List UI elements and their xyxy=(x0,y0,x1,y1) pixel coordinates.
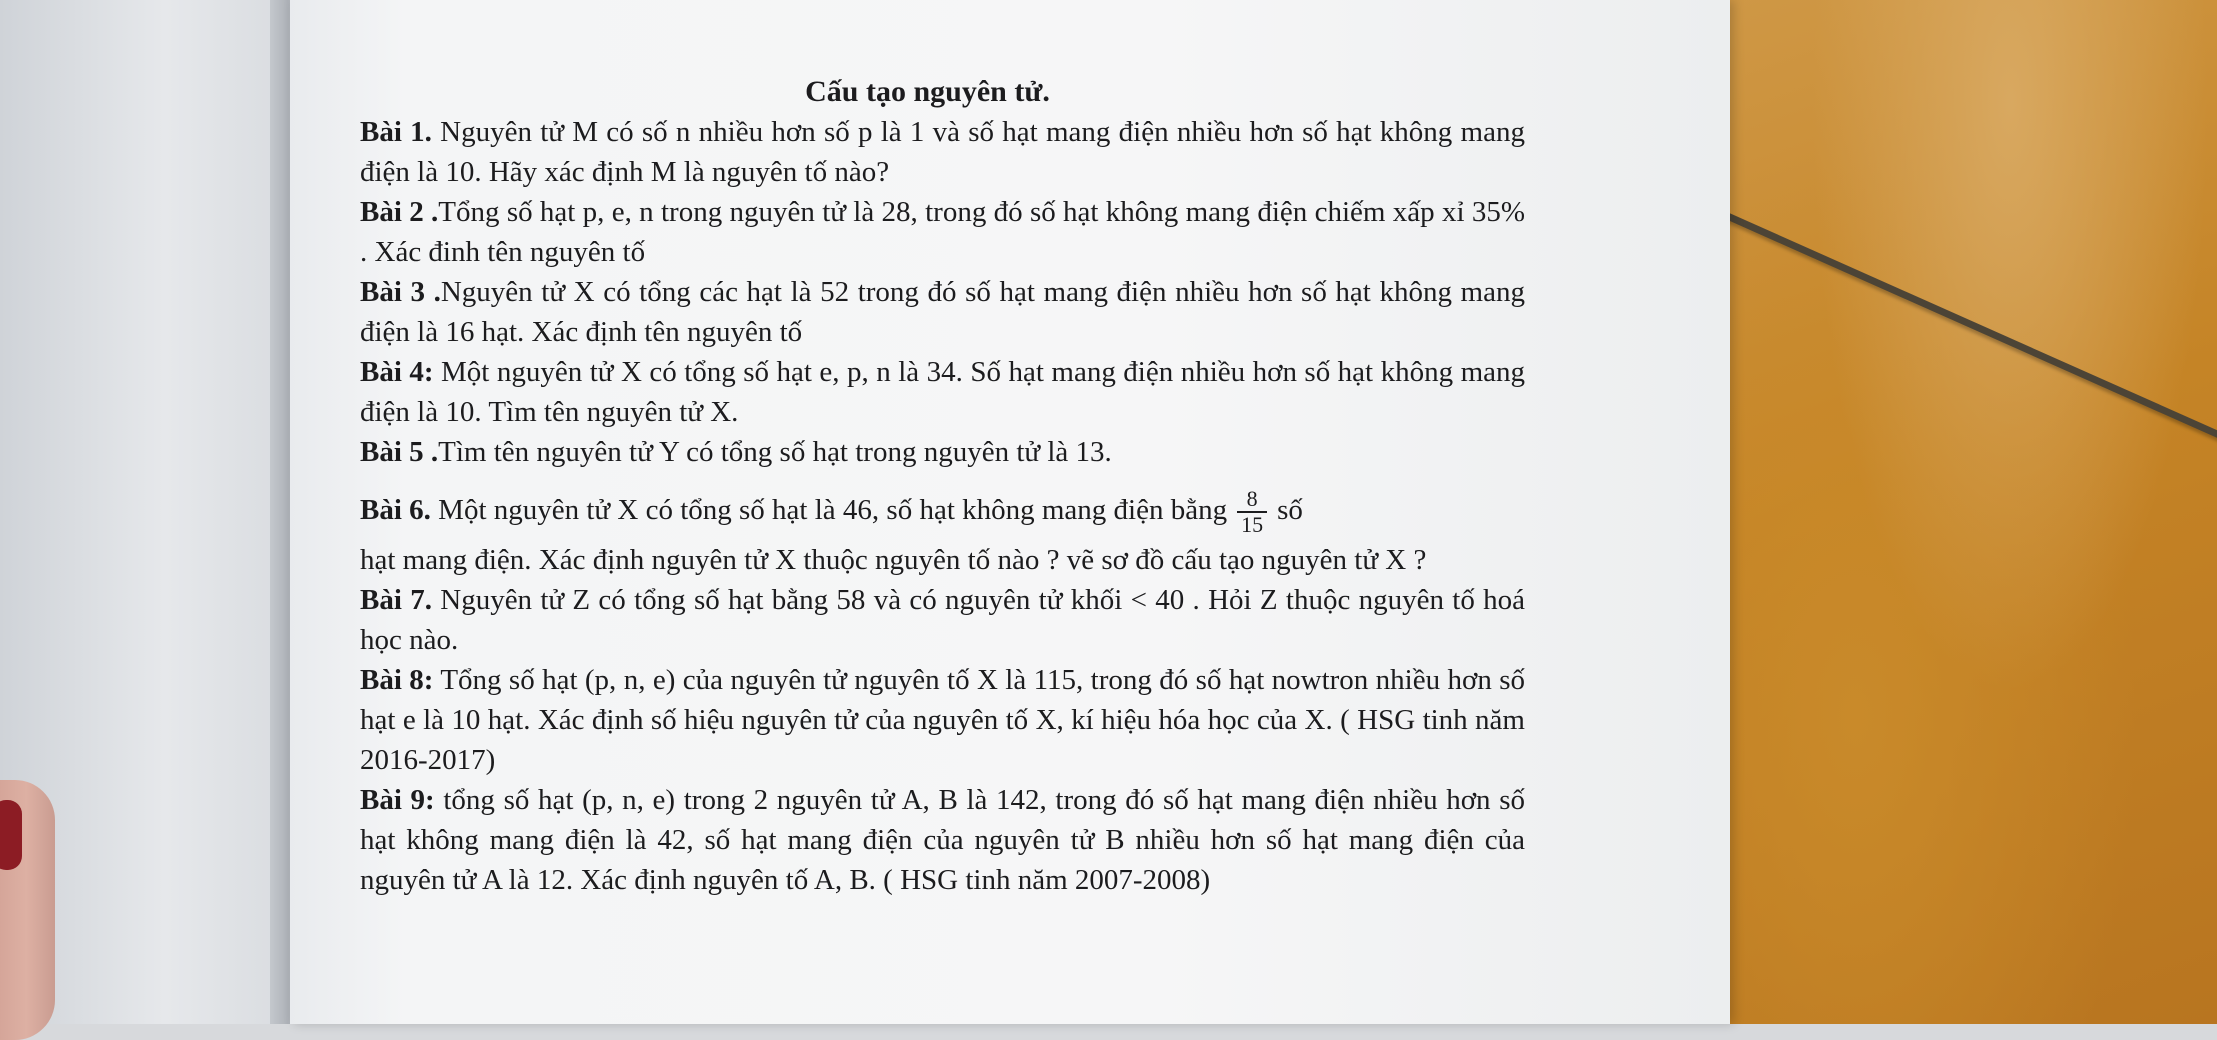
problem-text: Nguyên tử X có tổng các hạt là 52 trong đó số hạt mang điện nhiều hơn số hạt không mang điện là 16 hạt. Xác định tên nguyên tố xyxy=(360,276,1525,348)
problem-label: Bài 8: xyxy=(360,664,434,696)
problem-label: Bài 3 . xyxy=(360,276,441,308)
worksheet xyxy=(360,72,1525,900)
problem-6 xyxy=(360,480,1525,580)
problem-label: Bài 1. xyxy=(360,116,432,148)
problem-text: Nguyên tử M có số n nhiều hơn số p là 1 và số hạt mang điện nhiều hơn số hạt không mang điện là 10. Hãy xác định M là nguyên tố nào? xyxy=(360,116,1525,188)
problem-label: Bài 7. xyxy=(360,584,432,616)
problem-text: tổng số hạt (p, n, e) trong 2 nguyên tử A, B là 142, trong đó số hạt mang điện nhiều hơn số hạt không mang điện là 42, số hạt mang điện của nguyên tử B nhiều hơn số hạt mang điện của nguyên tử A là 12. Xác định nguyên tố A, B. ( HSG tinh năm 2007-2008) xyxy=(360,784,1525,896)
problem-6-first-line xyxy=(360,480,1525,540)
problem-text: Tổng số hạt (p, n, e) của nguyên tử nguyên tố X là 115, trong đó số hạt nowtron nhiều hơn số hạt e là 10 hạt. Xác định số hiệu nguyên tử của nguyên tố X, kí hiệu hóa học của X. ( HSG tinh năm 2016-2017) xyxy=(360,664,1526,776)
problem-label: Bài 2 . xyxy=(360,196,439,228)
problem-text: Tìm tên nguyên tử Y có tổng số hạt trong nguyên tử là 13. xyxy=(438,436,1112,468)
page-title: Cấu tạo nguyên tử. xyxy=(805,75,1050,108)
problem-1 xyxy=(360,112,1525,192)
problem-text: Một nguyên tử X có tổng số hạt e, p, n là 34. Số hạt mang điện nhiều hơn số hạt không mang điện là 10. Tìm tên nguyên tử X. xyxy=(360,356,1525,428)
problem-3 xyxy=(360,272,1525,352)
problem-text: Một nguyên tử X có tổng số hạt là 46, số hạt không mang điện bằng xyxy=(430,494,1228,526)
problem-7 xyxy=(360,580,1525,660)
problem-9 xyxy=(360,780,1525,900)
problem-label: Bài 5 . xyxy=(360,436,439,468)
problem-label: Bài 9: xyxy=(360,784,435,816)
problem-label: Bài 6. xyxy=(360,494,431,526)
problem-text: Tổng số hạt p, e, n trong nguyên tử là 28, trong đó số hạt không mang điện chiếm xấp xỉ 35% . Xác đinh tên nguyên tố xyxy=(360,196,1525,268)
problem-2 xyxy=(360,192,1525,272)
problem-label: Bài 4: xyxy=(360,356,434,388)
floor-background xyxy=(1700,0,2217,1024)
problem-text: Nguyên tử Z có tổng số hạt bằng 58 và có nguyên tử khối < 40 . Hỏi Z thuộc nguyên tố hoá học nào. xyxy=(360,584,1525,656)
problem-4 xyxy=(360,352,1525,432)
problem-6-rest: hạt mang điện. Xác định nguyên tử X thuộc nguyên tố nào ? vẽ sơ đồ cấu tạo nguyên tử X ? xyxy=(360,544,1427,576)
problem-8 xyxy=(360,660,1525,780)
fraction xyxy=(1237,487,1267,537)
problem-5 xyxy=(360,432,1525,472)
fingernail xyxy=(0,800,22,870)
problem-text-after-fraction: số xyxy=(1277,494,1303,526)
fraction-numerator: 8 xyxy=(1237,487,1267,513)
fraction-denominator: 15 xyxy=(1241,512,1264,538)
